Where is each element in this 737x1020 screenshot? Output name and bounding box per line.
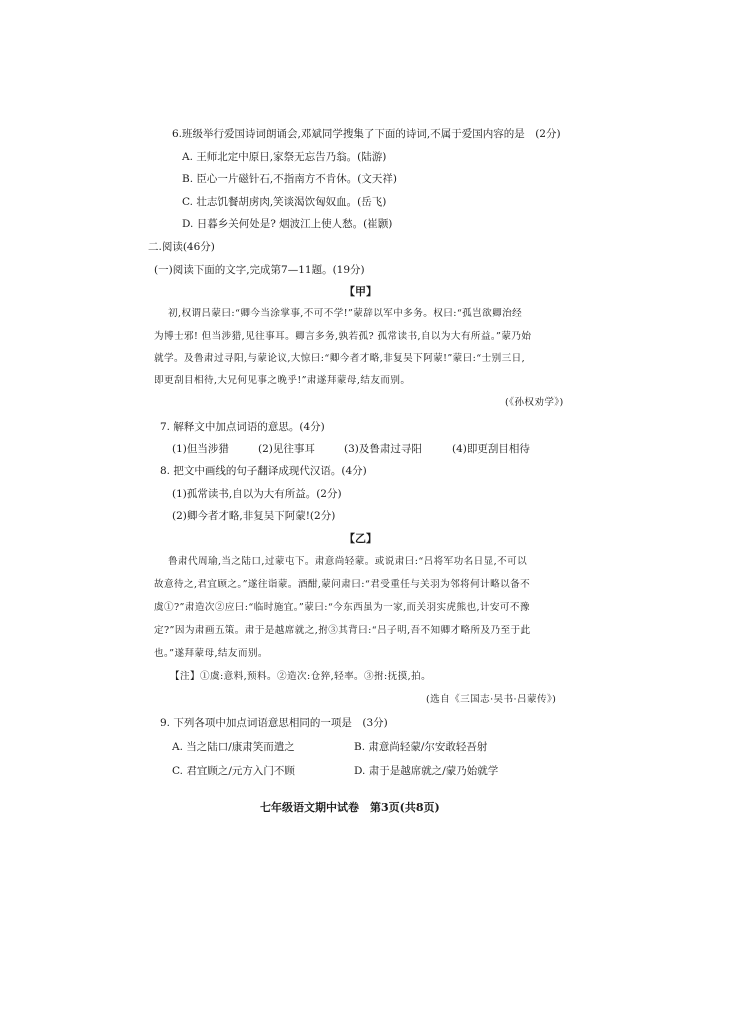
passage-jia-line: 即更刮目相待,大兄何见事之晚乎!”肃遂拜蒙母,结友而别。 — [154, 375, 411, 386]
q8-item-2: (2)卿今者才略,非复吴下阿蒙!(2分) — [172, 510, 336, 522]
q8-stem: 8. 把文中画线的句子翻译成现代汉语。(4分) — [160, 465, 367, 477]
passage-yi-line: 故意待之,君宜顾之。”遂往诣蒙。酒酣,蒙问肃曰:“君受重任与关羽为邻将何计略以备不 — [154, 579, 531, 590]
q7-item-3: (3)及鲁肃过寻阳 — [344, 443, 422, 455]
passage-yi-line: 虞①?”肃造次②应曰:“临时施宜。”蒙曰:“今东西虽为一家,而关羽实虎熊也,计安可不豫 — [154, 602, 530, 613]
q9-stem: 9. 下列各项中加点词语意思相同的一项是 (3分) — [160, 717, 388, 729]
q9-option-b: B. 肃意尚轻蒙/尔安敢轻吾射 — [354, 741, 488, 753]
q9-option-d: D. 肃于是越席就之/蒙乃始就学 — [354, 765, 499, 777]
q6-option-d: D. 日暮乡关何处是? 烟波江上使人愁。(崔颢) — [182, 218, 393, 230]
page-footer: 七年级语文期中试卷 第3页(共8页) — [260, 801, 440, 814]
passage-jia-line: 就学。及鲁肃过寻阳,与蒙论议,大惊曰:“卿今者才略,非复吴下阿蒙!”蒙曰:“士别三日, — [154, 353, 526, 364]
q8-item-1: (1)孤常读书,自以为大有所益。(2分) — [172, 488, 342, 500]
q7-item-2: (2)见往事耳 — [258, 443, 315, 455]
passage-yi-source: (选自《三国志·吴书·吕蒙传》) — [426, 694, 557, 705]
q7-item-4: (4)即更刮目相待 — [452, 443, 530, 455]
section-title: 二.阅读(46分) — [148, 241, 215, 253]
q9-option-a: A. 当之陆口/康肃笑而遣之 — [172, 741, 295, 753]
q7-stem: 7. 解释文中加点词语的意思。(4分) — [160, 421, 325, 433]
passage-yi-line: 鲁肃代周瑜,当之陆口,过蒙屯下。肃意尚轻蒙。或说肃曰:“吕将军功名日显,不可以 — [168, 556, 528, 567]
q7-item-1: (1)但当涉猎 — [172, 443, 229, 455]
q6-stem: 6.班级举行爱国诗词朗诵会,邓斌同学搜集了下面的诗词,不属于爱国内容的是 (2分) — [172, 128, 561, 140]
part1-instruction: (一)阅读下面的文字,完成第7—11题。(19分) — [154, 264, 365, 276]
passage-jia-heading: 【甲】 — [344, 285, 377, 298]
q6-option-c: C. 壮志饥餐胡虏肉,笑谈渴饮匈奴血。(岳飞) — [182, 196, 387, 208]
passage-yi-heading: 【乙】 — [344, 532, 377, 545]
passage-jia-line: 为博士邪! 但当涉猎,见往事耳。卿言多务,孰若孤? 孤常读书,自以为大有所益。”蒙乃始 — [154, 331, 532, 342]
q9-option-c: C. 君宜顾之/元方入门不顾 — [172, 765, 295, 777]
q6-option-a: A. 王师北定中原日,家祭无忘告乃翁。(陆游) — [182, 151, 387, 163]
passage-jia-line: 初,权谓吕蒙曰:“卿今当涂掌事,不可不学!”蒙辞以军中多务。权曰:“孤岂欲卿治经 — [168, 308, 523, 319]
passage-jia-source: (《孙权劝学》) — [505, 397, 564, 408]
passage-yi-line: 定?”因为肃画五策。肃于是越席就之,拊③其背曰:“吕子明,吾不知卿才略所及乃至于此 — [154, 625, 531, 636]
passage-yi-line: 也。”遂拜蒙母,结友而别。 — [154, 648, 268, 659]
q6-option-b: B. 臣心一片磁针石,不指南方不肯休。(文天祥) — [182, 173, 397, 185]
passage-yi-note: 【注】①虞:意料,预料。②造次:仓猝,轻率。③拊:抚摸,拍。 — [170, 671, 432, 682]
